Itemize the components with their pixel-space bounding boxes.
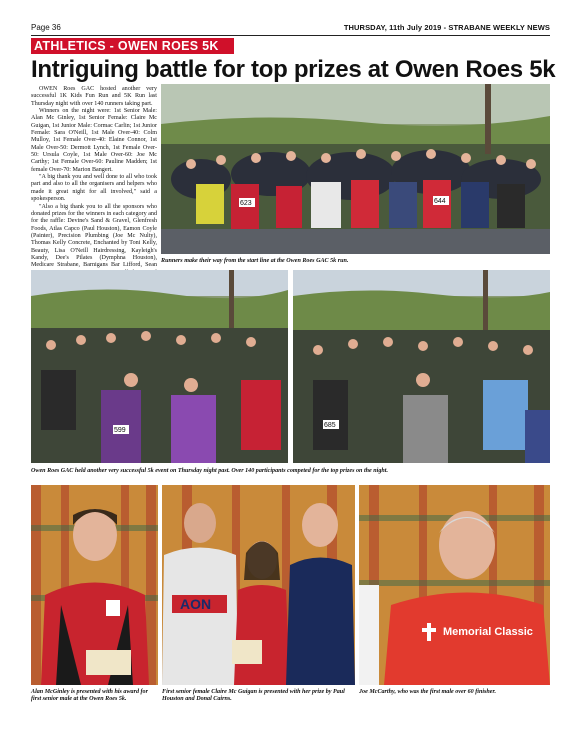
section-banner: ATHLETICS - OWEN ROES 5K <box>31 38 234 54</box>
bib-number: 623 <box>240 200 252 207</box>
photo-claire-mcguigan <box>162 485 355 685</box>
headline: Intriguing battle for top prizes at Owen Roes 5k <box>31 56 556 83</box>
bib-number: 644 <box>434 198 446 205</box>
photo-runners-crowd-left <box>31 270 288 463</box>
caption-photo6: Joe McCarthy, who was the first male over 60 finisher. <box>359 689 497 695</box>
article-paragraph: Winners on the night were: 1st Senior Male: Alan Mc Ginley, 1st Senior Female: Claire Mc Guigan, 1st Junior Male: Cormac Carlin; 1st Junior Female: Sara O'Neill, 1st Male Over-40: Colm Mulloy, 1st Female Over-40: Elaine Connor, 1st Male Over-50: Dermott Lynch, 1st Female Over-50: Ursula Coyle, 1st Male Over-60: Joe Mc Carthy; 1st Female Over-60: Pauline Madden; 1st female Over-70: Marion Bangert. <box>31 108 157 173</box>
page-header <box>31 21 550 36</box>
caption-photo5: First senior female Claire Mc Guigan is presented with her prize by Paul Houston and Donal Cairns. <box>162 689 345 702</box>
caption-photo1: Runners make their way from the start line at the Owen Roes GAC 5k run. <box>161 258 349 264</box>
bib-number: 599 <box>114 427 126 434</box>
caption-photo4: Alan McGinley is presented with his award for first senior male at the Owen Roes 5k. <box>31 689 148 702</box>
shirt-memorial-text: Memorial Classic <box>443 626 533 638</box>
photo-runners-crowd-right <box>293 270 550 463</box>
article-paragraph: OWEN Roes GAC hosted another very successful 1K Kids Fun Run and 5K Run last Thursday night with over 140 runners taking part. <box>31 86 157 107</box>
page-number: Page 36 <box>31 23 61 32</box>
article-body <box>31 86 157 284</box>
shirt-sponsor: AON <box>180 596 212 612</box>
photo-runners-start <box>161 84 550 254</box>
caption-photos23: Owen Roes GAC held another very successful 5k event on Thursday night past. Over 140 participants competed for the top prizes on the night. <box>31 468 389 474</box>
photo-joe-mccarthy <box>359 485 550 685</box>
photo-alan-mcginley <box>31 485 158 685</box>
article-paragraph: "Also a big thank you to all the sponsors who donated prizes for the winners in each category and for the raffle: Devine's Sand & Gravel, Glenfresh Foods, Atlas Capco (Paul Houston), Eamon Coyle (Painter), Precision Plumbing (Joe Mc Nulty), Thomas Kelly Concrete, Enchanted by Toni Kelly, Beauty, Lisa O'Neill Hairdressing, Kayleigh's Kandy, Dee's Pilates (Dymphna Houston), Medicare Strabane, Barnigans Bar Lifford, Sean <box>31 203 157 269</box>
bib-number: 685 <box>324 422 336 429</box>
article-paragraph: "A big thank you and well done to all who took part and also to all the organisers and helpers who made it great night for all involved," said a spokesperson. <box>31 174 157 203</box>
masthead: THURSDAY, 11th July 2019 - STRABANE WEEKLY NEWS <box>343 23 550 32</box>
